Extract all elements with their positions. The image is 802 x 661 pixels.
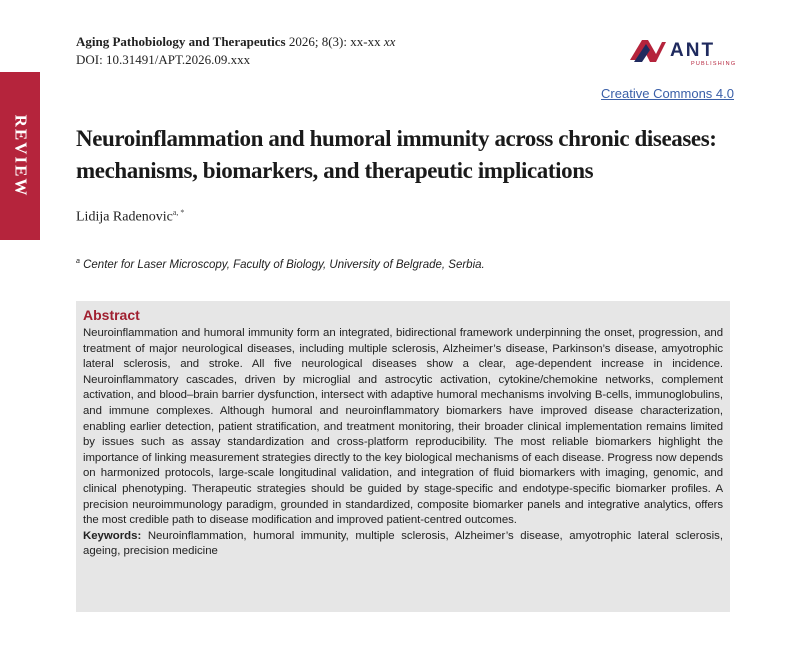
journal-name: Aging Pathobiology and Therapeutics xyxy=(76,34,286,49)
license-link[interactable]: Creative Commons 4.0 xyxy=(601,86,734,101)
affiliation-line xyxy=(76,258,485,271)
abstract-box xyxy=(76,301,730,612)
logo-subtext: PUBLISHING xyxy=(691,61,736,67)
affiliation-text: Center for Laser Microscopy, Faculty of Biology, University of Belgrade, Serbia. xyxy=(83,258,485,271)
keywords-list: Neuroinflammation, humoral immunity, multiple sclerosis, Alzheimer’s disease, amyotrophic lateral sclerosis, ageing, precision medicine xyxy=(83,529,724,558)
review-label: REVIEW xyxy=(11,114,31,198)
journal-citation xyxy=(76,32,395,51)
doi-line: DOI: 10.31491/APT.2026.09.xxx xyxy=(76,52,251,67)
author-name: Lidija Radenovic xyxy=(76,209,173,225)
author-affiliation-marks: a, * xyxy=(172,208,185,217)
logo-text: ANT xyxy=(670,40,716,61)
author-line xyxy=(76,208,184,226)
keywords-line xyxy=(83,529,723,560)
article-title: Neuroinflammation and humoral immunity across chronic diseases: mechanisms, biomarkers, and therapeutic implications xyxy=(76,126,717,183)
journal-volume: 2026; 8(3): xx-xx xyxy=(288,34,381,49)
abstract-text: Neuroinflammation and humoral immunity form an integrated, bidirectional framework underpinning the onset, progression, and treatment of major neurological diseases, including multiple sclerosis, Alzheimer’s disease, Parkinson’s disease, amyotrophic lateral sclerosis, and stroke. All five neurological diseases show a clear, age-dependent increase in incidence. Neuroinflammatory cascades, driven by microglial and astrocytic activation, cytokine/chemokine networks, complement activation, and blood–brain barrier dysfunction, intersect with adaptive humoral mechanisms involving B-cells, immunoglobulins, and immune complexes. Although humoral and neuroinflammatory biomarkers have improved disease characterization, enabling earlier detection, patient stratification, and treatment monitoring, their broader clinical implementation remains limited by issues such as assay standardization and cross-platform reproducibility. The most reliable biomarkers highlight the importance of linking measurement strategies directly to the key biological mechanisms of each disease. Progress now depends on harmonized protocols, large-scale longitudinal validation, and integration of fluid biomarkers with imaging, genomic, and clinical phenotyping. Therapeutic strategies should be guided by stage-specific and endotype-specific biomarker profiles. A precision neuroimmunology paradigm, grounded in standardized, composite biomarker panels and integrative analytics, offers the most credible path to disease modification and improved patient-centred outcomes. xyxy=(83,327,723,527)
affiliation-mark: a xyxy=(76,258,80,265)
abstract-heading: Abstract xyxy=(83,307,140,323)
journal-citation-suffix: xx xyxy=(383,34,396,49)
keywords-label: Keywords: xyxy=(83,529,142,542)
review-side-tab xyxy=(0,72,40,240)
publisher-logo xyxy=(628,36,736,68)
